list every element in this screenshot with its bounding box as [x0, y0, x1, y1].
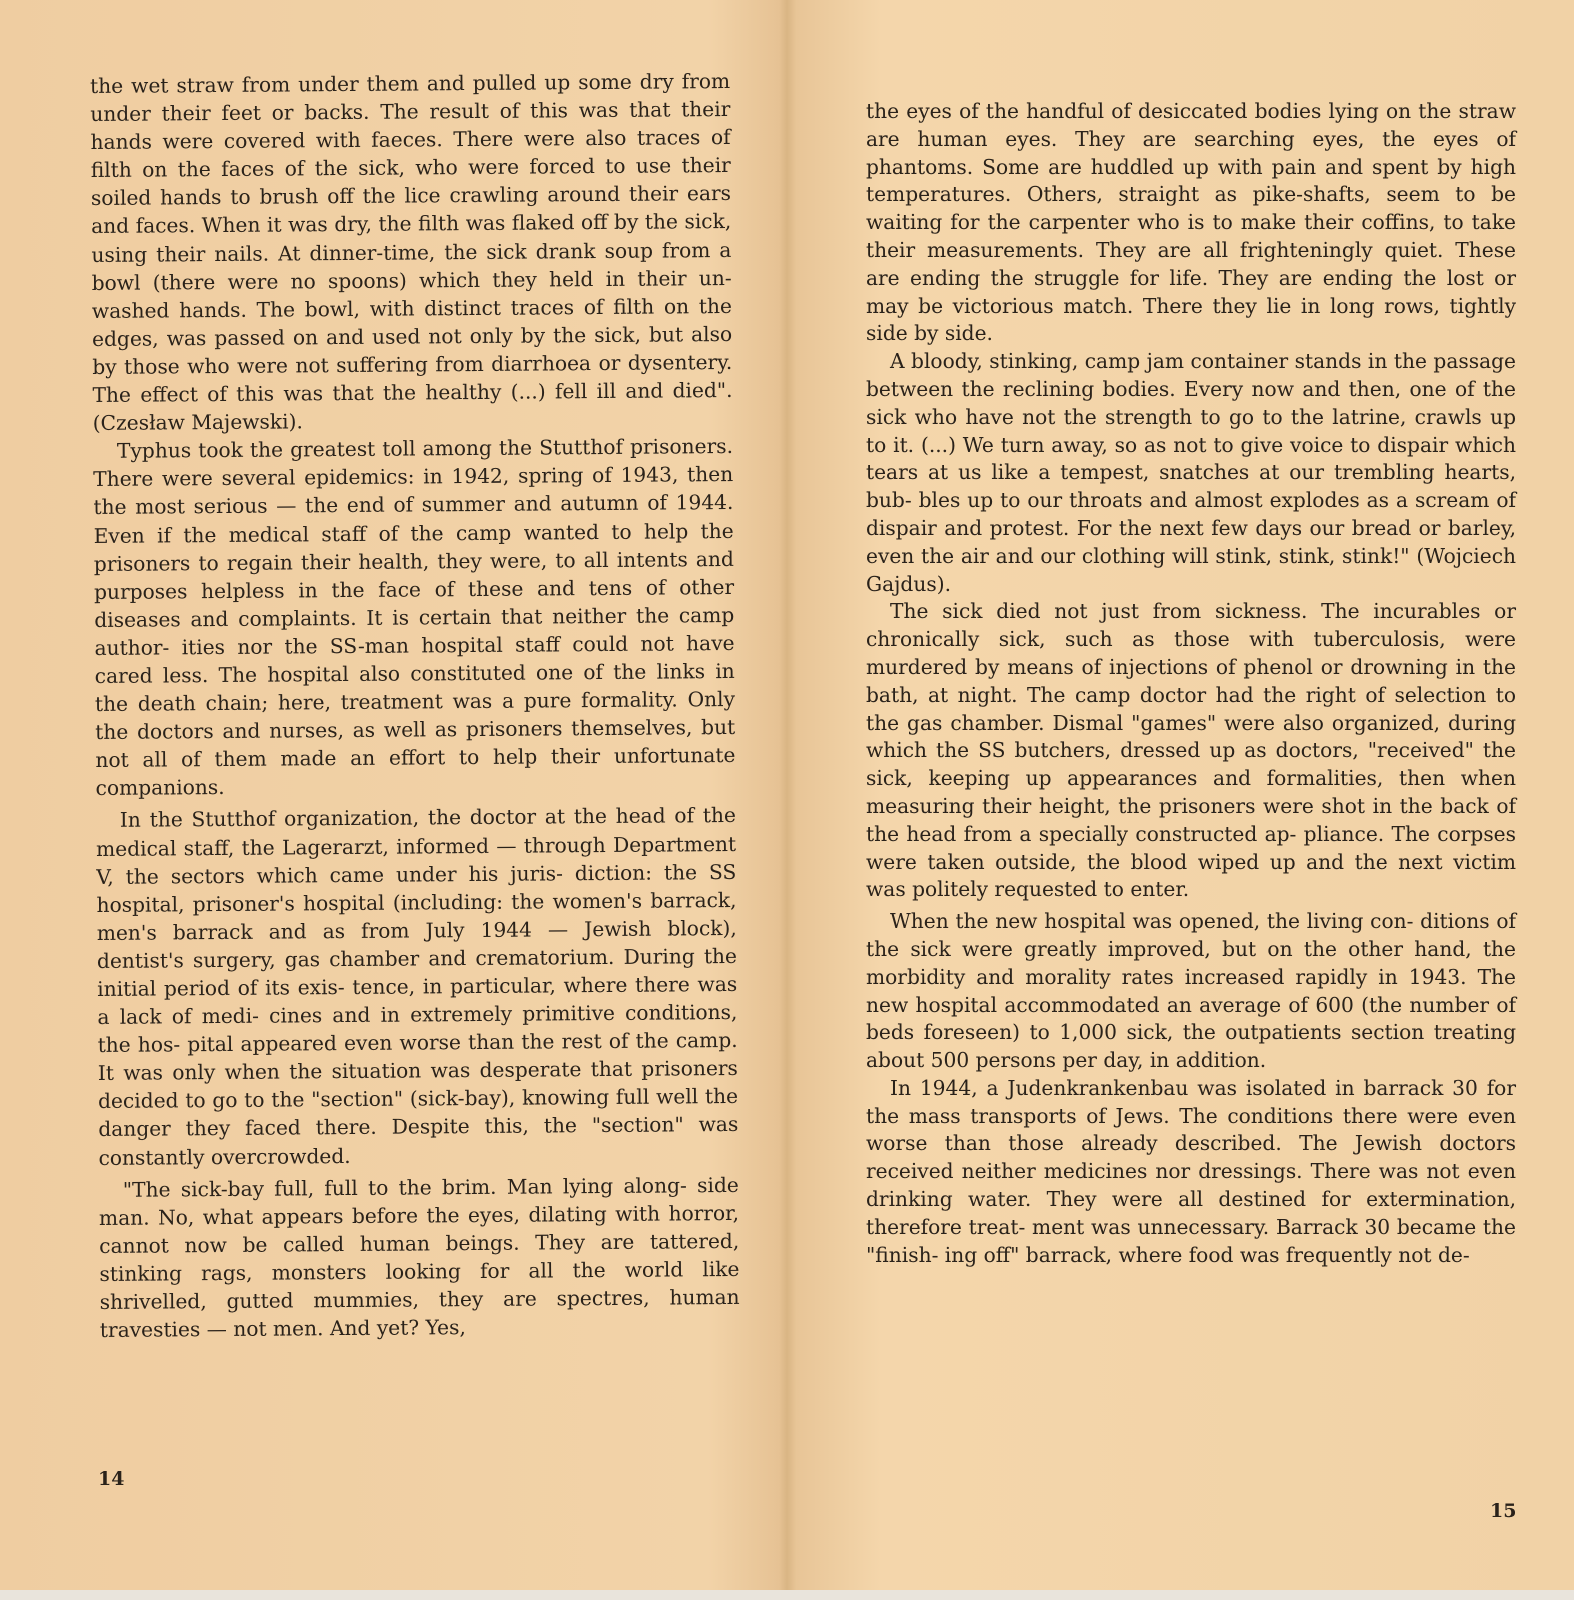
paragraph: In 1944, a Judenkrankenbau was isolated in barrack 30 for the mass transports of Jews. The conditions there were even worse than those already described. The Jewish doctors received neither medicines nor dressings. There was not even drinking water. They were all destined for extermination, therefore treat- ment was unnecessary. Barrack 30 became the "finish- ing off" barrack, where food was frequently not de-: [866, 1075, 1516, 1267]
right-page-text-column: [866, 98, 1516, 1269]
paragraph: When the new hospital was opened, the living con- ditions of the sick were greatly improved, but on the other hand, the morbidity and morality rates increased rapidly in 1943. The new hospital accommodated an average of 600 (the number of beds foreseen) to 1,000 sick, the outpatients section treating about 500 persons per day, in addition.: [866, 909, 1516, 1073]
page-number: 14: [98, 1468, 125, 1490]
paragraph: the eyes of the handful of desiccated bodies lying on the straw are human eyes. They are searching eyes, the eyes of phantoms. Some are huddled up with pain and spent by high temperatures. Others, straight as pike-shafts, seem to be waiting for the carpenter who is to make their coffins, to take their measurements. They are all frighteningly quiet. These are ending the struggle for life. They are ending the lost or may be victorious match. There they lie in long rows, tightly side by side.: [866, 99, 1516, 346]
paragraph: A bloody, stinking, camp jam container stands in the passage between the reclining bodies. Every now and then, one of the sick who have not the strength to go to the latrine, crawls up to it. (...) We turn away, so as not to give voice to dispair which tears at us like a tempest, snatches at our trembling hearts, bub- bles up to our throats and almost explodes as a scream of dispair and protest. For the next few days our bread or barley, even the air and our clothing will stink, stink, stink!" (Wojciech Gajdus).: [866, 349, 1516, 596]
paragraph: Typhus took the greatest toll among the Stutthof prisoners. There were several epidemics: in 1942, spring of 1943, then the most serious — the end of summer and autumn of 1944. Even if the medical staff of the camp wanted to help the prisoners to regain their health, they were, to all intents and purposes helpless in the face of these and tens of other diseases and complaints. It is certain that neither the camp author- ities nor the SS-man hospital staff could not have cared less. The hospital also constituted one of the links in the death chain; here, treatment was a pure formality. Only the doctors and nurses, as well as prisoners themselves, but not all of them made an effort to help their unfortunate companions.: [93, 434, 736, 801]
paragraph: "The sick-bay full, full to the brim. Man lying along- side man. No, what appears before the eyes, dilating with horror, cannot now be called human beings. They are tattered, stinking rags, monsters looking for all the world like shrivelled, gutted mummies, they are spectres, human travesties — not men. And yet? Yes,: [98, 1172, 740, 1343]
paragraph: The sick died not just from sickness. The incurables or chronically sick, such as those with tuberculosis, were murdered by means of injections of phenol or drowning in the bath, at night. The camp doctor had the right of selection to the gas chamber. Dismal "games" were also organized, during which the SS butchers, dressed up as doctors, "received" the sick, keeping up appearances and formalities, then when measuring their height, the prisoners were shot in the back of the head from a specially constructed ap- pliance. The corpses were taken outside, the blood wiped up and the next victim was politely requested to enter.: [866, 599, 1516, 902]
left-page-text-column: [90, 67, 740, 1344]
right-page: [800, 0, 1574, 1600]
paragraph: In the Stutthof organization, the doctor at the head of the medical staff, the Lagerarzt, informed — through Department V, the sectors which came under his juris- diction: the SS hospital, prisoner's hospital (including: the women's barrack, men's barrack and as from July 1944 — Jewish block), dentist's surgery, gas chamber and crematorium. During the initial period of its exis- tence, in particular, where there was a lack of medi- cines and in extremely primitive conditions, the hos- pital appeared even worse than the rest of the camp. It was only when the situation was desperate that prisoners decided to go to the "section" (sick-bay), knowing full well the danger they faced there. Despite this, the "section" was constantly overcrowded.: [96, 803, 739, 1170]
paragraph: the wet straw from under them and pulled up some dry from under their feet or backs. The result of this was that their hands were covered with faeces. There were also traces of filth on the faces of the sick, who were forced to use their soiled hands to brush off the lice crawling around their ears and faces. When it was dry, the filth was flaked off by the sick, using their nails. At dinner-time, the sick drank soup from a bowl (there were no spoons) which they held in their un- washed hands. The bowl, with distinct traces of filth on the edges, was passed on and used not only by the sick, but also by those who were not suffering from diarrhoea or dysentery. The effect of this was that the healthy (...) fell ill and died". (Czesław Majewski).: [90, 68, 733, 436]
scan-border: [0, 1590, 1574, 1600]
page-number: 15: [1490, 1500, 1517, 1522]
